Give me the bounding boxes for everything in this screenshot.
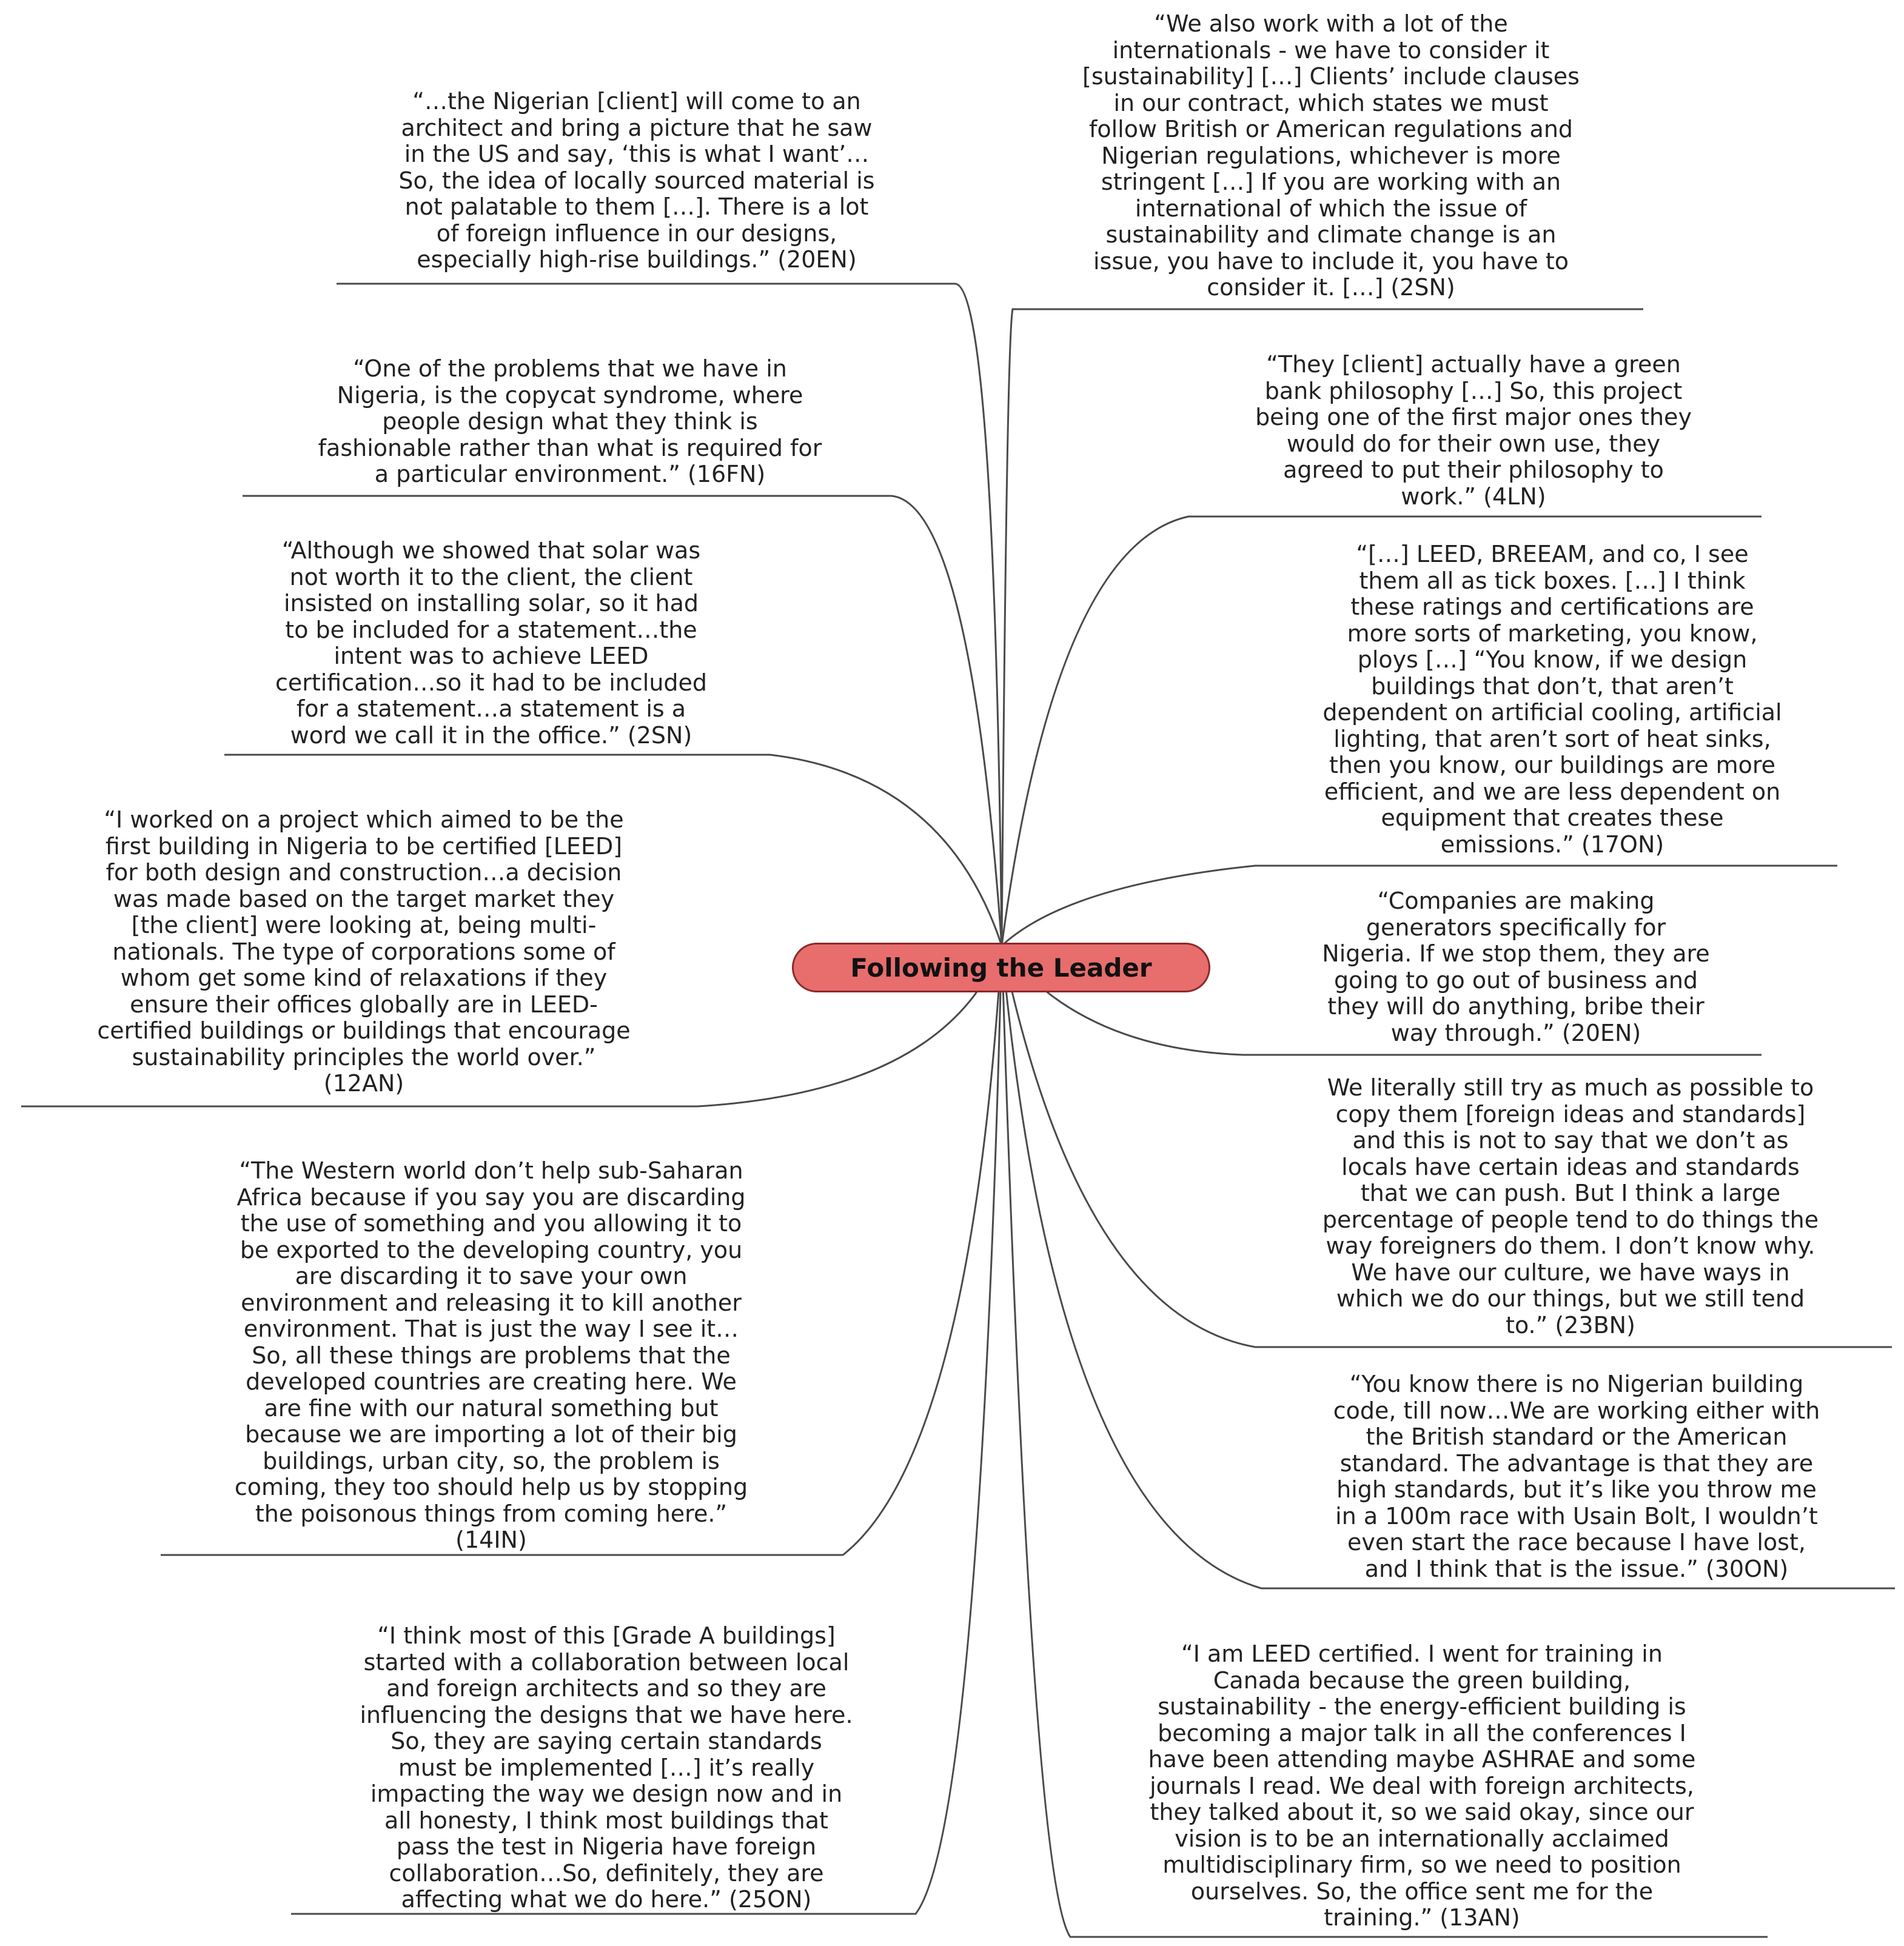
quote-2SN-right: “We also work with a lot of the internationals - we have to consider it [sustainability] […] Clients’ include clauses in our contract, which states we must follow British or American regulations and Nigerian regulations, whichever is more stringent […] If you are working with an international of which the issue of sustainability and climate change is an issue, you have to include it, you have to consider it. […] (2SN) xyxy=(1082,10,1580,301)
quote-20EN-left: “…the Nigerian [client] will come to an architect and bring a picture that he saw in the US and say, ‘this is what I want’… So, the idea of locally sourced material is not palatable to them […]. There is a lot of foreign influence in our designs, especially high-rise buildings.” (20EN) xyxy=(398,88,875,273)
quote-12AN: “I worked on a project which aimed to be the first building in Nigeria to be certified [LEED] for both design and construction…a decision was made based on the target market they [the client] were looking at, being multi- nationals. The type of corporations some of whom get some kind of relaxations if they ensure their offices globally are in LEED- certified buildings or buildings that encourage sustainability principles the world over.” (12AN) xyxy=(97,806,631,1097)
quote-23BN: We literally still try as much as possible to copy them [foreign ideas and standards] and this is not to say that we don’t as locals have certain ideas and standards that we can push. But I think a large percentage of people tend to do things the way foreigners do them. I don’t know why. We have our culture, we have ways in which we do our things, but we still tend to.” (23BN) xyxy=(1322,1074,1819,1339)
quote-20EN-right: “Companies are making generators specifically for Nigeria. If we stop them, they are going to go out of business and they will do anything, bribe their way through.” (20EN) xyxy=(1322,888,1710,1046)
quote-30ON: “You know there is no Nigerian building code, till now…We are working either with the British standard or the American standard. The advantage is that they are high standards, but it’s like you throw me in a 100m race with Usain Bolt, I wouldn’t even start the race because I have lost, and I think that is the issue.” (30ON) xyxy=(1333,1371,1820,1582)
quote-14IN: “The Western world don’t help sub-Saharan Africa because if you say you are discarding the use of something and you allowing it to be exported to the developing country, you are discarding it to save your own environment and releasing it to kill another environment. That is just the way I see it… So, all these things are problems that the developed countries are creating here. We are fine with our natural something but because we are importing a lot of their big buildings, urban city, so, the problem is coming, they too should help us by stopping the poisonous things from coming here.” (14IN) xyxy=(234,1157,748,1553)
quote-16FN: “One of the problems that we have in Nigeria, is the copycat syndrome, where people design what they think is fashionable rather than what is required for a particular environment.” (16FN) xyxy=(318,355,822,487)
quote-4LN: “They [client] actually have a green bank philosophy […] So, this project being one of the first major ones they would do for their own use, they agreed to put their philosophy to work.” (4LN) xyxy=(1255,351,1692,510)
quote-17ON: “[…] LEED, BREEAM, and co, I see them all as tick boxes. […] I think these ratings and certifications are more sorts of marketing, you know, ploys […] “You know, if we design buildings that don’t, that aren’t dependent on artificial cooling, artificial lighting, that aren’t sort of heat sinks, then you know, our buildings are more efficient, and we are less dependent on equipment that creates these emissions.” (17ON) xyxy=(1322,541,1782,858)
central-topic[interactable] xyxy=(792,943,1210,992)
quote-25ON: “I think most of this [Grade A buildings] started with a collaboration between local and foreign architects and so they are influencing the designs that we have here. So, they are saying certain standards must be implemented […] it’s really impacting the way we design now and in all honesty, I think most buildings that pass the test in Nigeria have foreign collaboration…So, definitely, they are affecting what we do here.” (25ON) xyxy=(360,1622,853,1913)
quote-2SN-left: “Although we showed that solar was not worth it to the client, the client insisted on installing solar, so it had to be included for a statement…the intent was to achieve LEED certification…so it had to be included for a statement…a statement is a word we call it in the office.” (2SN) xyxy=(275,537,708,749)
central-topic-label: Following the Leader xyxy=(850,952,1152,983)
quote-13AN: “I am LEED certified. I went for training in Canada because the green building, sustainability - the energy-efficient building is becoming a major talk in all the conferences I have been attending maybe ASHRAE and some journals I read. We deal with foreign architects, they talked about it, so we said okay, since our vision is to be an internationally acclaimed multidisciplinary firm, so we need to position ourselves. So, the office sent me for the training.” (13AN) xyxy=(1148,1640,1696,1931)
